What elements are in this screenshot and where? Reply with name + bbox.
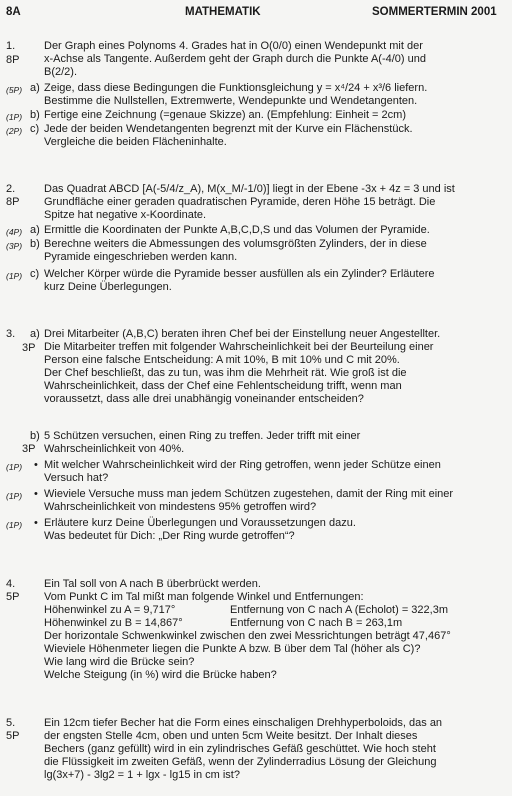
q3b-points: 3P: [22, 443, 36, 455]
q1-intro-line: Der Graph eines Polynoms 4. Grades hat in O(0/0) einen Wendepunkt mit der: [44, 40, 423, 52]
q1c-line: Jede der beiden Wendetangenten begrenzt mit der Kurve ein Flächenstück.: [44, 123, 413, 135]
q2b-line: Pyramide eingeschrieben werden kann.: [44, 251, 238, 263]
q1-intro-line: B(2/2).: [44, 66, 78, 78]
bullet-icon: •: [34, 488, 38, 500]
q1-number: 1.: [6, 40, 16, 52]
q2c-line: Welcher Körper würde die Pyramide besser ausfüllen als ein Zylinder? Erläutere: [44, 268, 435, 280]
q4-table-right: Entfernung von C nach B = 263,1m: [230, 617, 403, 629]
q4-table-left: Höhenwinkel zu A = 9,717°: [44, 604, 176, 616]
q1a-line: Zeige, dass diese Bedingungen die Funktionsgleichung y = x⁴/24 + x³/6 liefern.: [44, 82, 428, 94]
q5-line: Bechers (ganz gefüllt) wird in ein zylindrisches Gefäß geschüttet. Wie hoch steht: [44, 743, 436, 755]
q2-points: 8P: [6, 196, 20, 208]
q2c-label: c): [30, 268, 40, 280]
q5-line: lg(3x+7) - 3lg2 = 1 + lgx - lg15 in cm ist?: [44, 769, 240, 781]
bullet-icon: •: [34, 517, 38, 529]
q2-intro-line: Spitze hat negative x-Koordinate.: [44, 209, 207, 221]
q3b-line: Wahrscheinlichkeit von 40%.: [44, 443, 185, 455]
q3a-line: voraussetzt, dass alle drei unabhängig voneinander entscheiden?: [44, 393, 364, 405]
bullet-icon: •: [34, 459, 38, 471]
q3a-label: a): [30, 328, 40, 340]
q5-line: die Flüssigkeit im zweiten Gefäß, wenn der Zylinderradius Lösung der Gleichung: [44, 756, 437, 768]
q3a-line: Der Chef beschließt, das zu tun, was ihm die Mehrheit rät. Wie groß ist die: [44, 367, 407, 379]
q1c-line: Vergleiche die beiden Flächeninhalte.: [44, 136, 227, 148]
q2a-points: (4P): [6, 227, 23, 237]
q3b-bullet-points: (1P): [6, 491, 23, 501]
q4-line: Wie lang wird die Brücke sein?: [44, 656, 195, 668]
q3b-bullet-points: (1P): [6, 520, 23, 530]
q3-number: 3.: [6, 328, 16, 340]
q3b-label: b): [30, 430, 40, 442]
q3b-bullet-line: Wahrscheinlichkeit von mindestens 95% getroffen wird?: [44, 501, 317, 513]
q3b-bullet-line: Erläutere kurz Deine Überlegungen und Voraussetzungen dazu.: [44, 517, 356, 529]
q1c-points: (2P): [6, 126, 23, 136]
q2b-label: b): [30, 238, 40, 250]
q4-number: 4.: [6, 578, 16, 590]
q5-line: der engsten Stelle 4cm, oben und unten 5cm Weite besitzt. Der Inhalt dieses: [44, 730, 418, 742]
q2a-line: Ermittle die Koordinaten der Punkte A,B,C,D,S und das Volumen der Pyramide.: [44, 224, 430, 236]
q1a-line: Bestimme die Nullstellen, Extremwerte, Wendepunkte und Wendetangenten.: [44, 95, 418, 107]
q1c-label: c): [30, 123, 40, 135]
q3a-line: Die Mitarbeiter treffen mit folgender Wahrscheinlichkeit bei der Beurteilung einer: [44, 341, 434, 353]
q1b-line: Fertige eine Zeichnung (=genaue Skizze) an. (Empfehlung: Einheit = 2cm): [44, 109, 406, 121]
q3a-points: 3P: [22, 342, 36, 354]
q1-points: 8P: [6, 54, 20, 66]
q3a-line: Wahrscheinlichkeit, dass der Chef eine Fehlentscheidung trifft, wenn man: [44, 380, 402, 392]
q2-number: 2.: [6, 183, 16, 195]
q4-line: Ein Tal soll von A nach B überbrückt werden.: [44, 578, 261, 590]
q3a-line: Person eine falsche Entscheidung: A mit 10%, B mit 10% und C mit 20%.: [44, 354, 400, 366]
q2-intro-line: Das Quadrat ABCD [A(-5/4/z_A), M(x_M/-1/0)] liegt in der Ebene -3x + 4z = 3 und ist: [44, 183, 455, 195]
q1a-label: a): [30, 82, 40, 94]
q4-table-left: Höhenwinkel zu B = 14,867°: [44, 617, 183, 629]
q2-intro-line: Grundfläche einer geraden quadratischen Pyramide, deren Höhe 15 beträgt. Die: [44, 196, 436, 208]
q2c-points: (1P): [6, 271, 23, 281]
q3b-bullet-line: Was bedeutet für Dich: „Der Ring wurde getroffen“?: [44, 530, 295, 542]
q1a-points: (5P): [6, 85, 23, 95]
q4-line: Vom Punkt C im Tal mißt man folgende Winkel und Entfernungen:: [44, 591, 364, 603]
q3b-line: 5 Schützen versuchen, einen Ring zu treffen. Jeder trifft mit einer: [44, 430, 361, 442]
q3b-bullet-line: Versuch hat?: [44, 472, 109, 484]
q2a-label: a): [30, 224, 40, 236]
term-label: SOMMERTERMIN 2001: [372, 6, 497, 18]
q4-points: 5P: [6, 591, 20, 603]
q1b-label: b): [30, 109, 40, 121]
q2b-points: (3P): [6, 241, 23, 251]
q3b-bullet-points: (1P): [6, 462, 23, 472]
q4-line: Welche Steigung (in %) wird die Brücke haben?: [44, 669, 277, 681]
q4-line: Der horizontale Schwenkwinkel zwischen den zwei Messrichtungen beträgt 47,467°: [44, 630, 451, 642]
q1-intro-line: x-Achse als Tangente. Außerdem geht der Graph durch die Punkte A(-4/0) und: [44, 53, 426, 65]
q5-line: Ein 12cm tiefer Becher hat die Form eines einschaligen Drehhyperboloids, das an: [44, 717, 443, 729]
q4-line: Wieviele Höhenmeter liegen die Punkte A bzw. B über dem Tal (höher als C)?: [44, 643, 421, 655]
q3b-bullet-line: Wieviele Versuche muss man jedem Schützen zugestehen, damit der Ring mit einer: [44, 488, 454, 500]
q3b-bullet-line: Mit welcher Wahrscheinlichkeit wird der Ring getroffen, wenn jeder Schütze einen: [44, 459, 441, 471]
q1b-points: (1P): [6, 112, 23, 122]
q2c-line: kurz Deine Überlegungen.: [44, 281, 172, 293]
q3a-line: Drei Mitarbeiter (A,B,C) beraten ihren Chef bei der Einstellung neuer Angestellter.: [44, 328, 441, 340]
q2b-line: Berechne weiters die Abmessungen des volumsgrößten Zylinders, der in diese: [44, 238, 427, 250]
subject-title: MATHEMATIK: [185, 6, 261, 18]
q4-table-right: Entfernung von C nach A (Echolot) = 322,3m: [230, 604, 448, 616]
q5-points: 5P: [6, 730, 20, 742]
class-label: 8A: [6, 6, 21, 18]
q5-number: 5.: [6, 717, 16, 729]
